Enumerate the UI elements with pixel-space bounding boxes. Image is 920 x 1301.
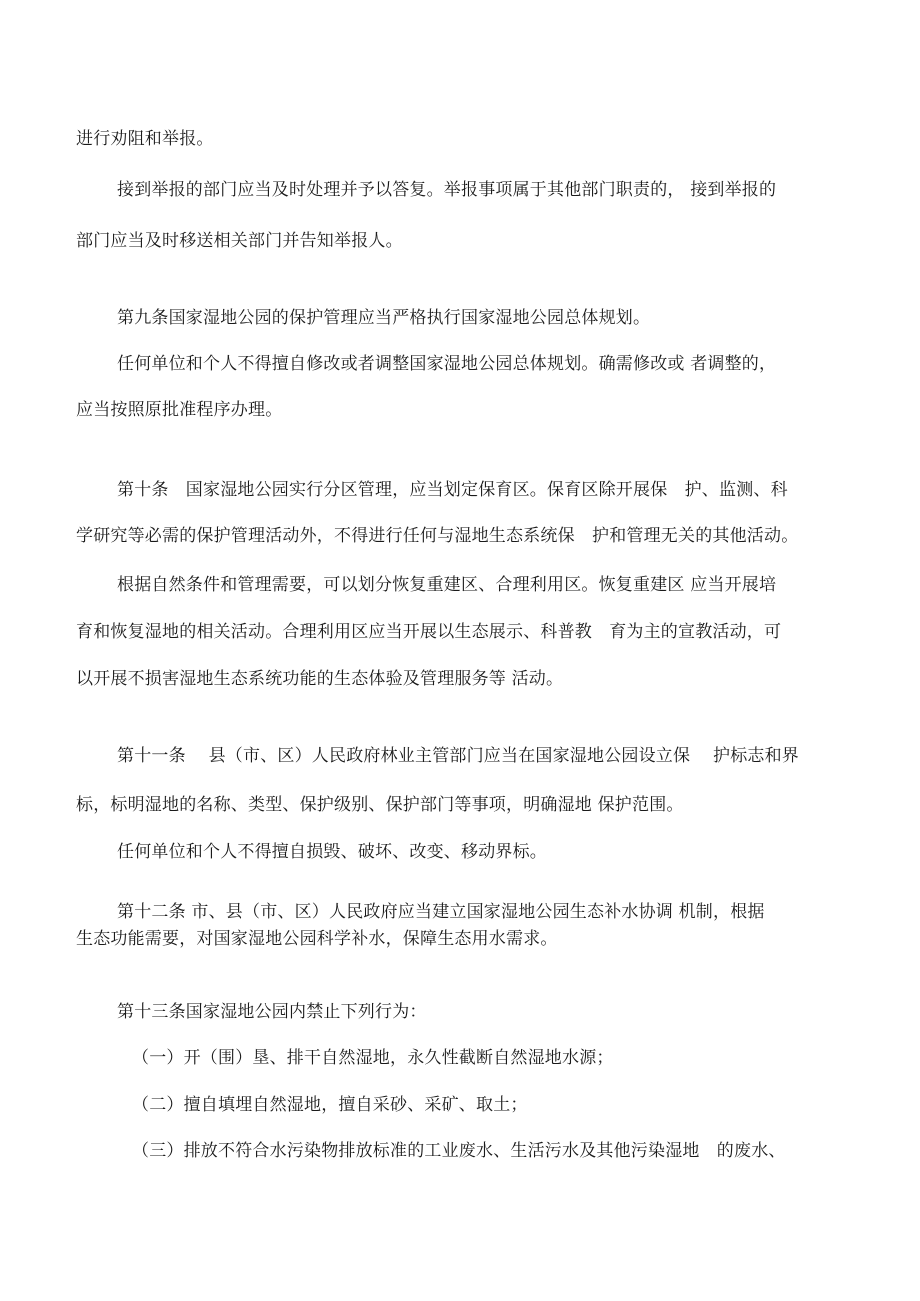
text-line: （二）擅自填埋自然湿地，擅自采砂、采矿、取土； — [132, 1095, 528, 1115]
text-line: 进行劝阻和举报。 — [76, 129, 214, 149]
text-line: 生态功能需要，对国家湿地公园科学补水，保障生态用水需求。 — [76, 929, 558, 949]
text-line: 应当按照原批准程序办理。 — [76, 400, 283, 420]
text-line: 部门应当及时移送相关部门并告知举报人。 — [76, 231, 403, 251]
text-line: 第十三条国家湿地公园内禁止下列行为： — [117, 1002, 427, 1022]
text-line: （三）排放不符合水污染物排放标准的工业废水、生活污水及其他污染湿地 的废水、 — [132, 1141, 786, 1161]
text-line: 第十一条 县（市、区）人民政府林业主管部门应当在国家湿地公园设立保 护标志和界 — [117, 746, 800, 766]
text-line: 以开展不损害湿地生态系统功能的生态体验及管理服务等 活动。 — [76, 669, 564, 689]
text-line: 第九条国家湿地公园的保护管理应当严格执行国家湿地公园总体规划。 — [117, 308, 651, 328]
text-line: 第十二条 市、县（市、区）人民政府应当建立国家湿地公园生态补水协调 机制，根据 — [117, 902, 765, 922]
text-line: 学研究等必需的保护管理活动外，不得进行任何与湿地生态系统保 护和管理无关的其他活动。 — [76, 526, 799, 546]
text-line: （一）开（围）垦、排干自然湿地，永久性截断自然湿地水源； — [132, 1048, 614, 1068]
text-line: 育和恢复湿地的相关活动。合理利用区应当开展以生态展示、科普教 育为主的宣教活动，可 — [76, 622, 782, 642]
text-line: 根据自然条件和管理需要，可以划分恢复重建区、合理利用区。恢复重建区 应当开展培 — [117, 575, 777, 595]
text-line: 标，标明湿地的名称、类型、保护级别、保护部门等事项，明确湿地 保护范围。 — [76, 795, 684, 815]
text-line: 任何单位和个人不得擅自损毁、破坏、改变、移动界标。 — [117, 842, 547, 862]
text-line: 任何单位和个人不得擅自修改或者调整国家湿地公园总体规划。确需修改或 者调整的， — [117, 354, 777, 374]
text-line: 接到举报的部门应当及时处理并予以答复。举报事项属于其他部门职责的， 接到举报的 — [117, 180, 777, 200]
text-line: 第十条 国家湿地公园实行分区管理，应当划定保育区。保育区除开展保 护、监测、科 — [117, 480, 788, 500]
